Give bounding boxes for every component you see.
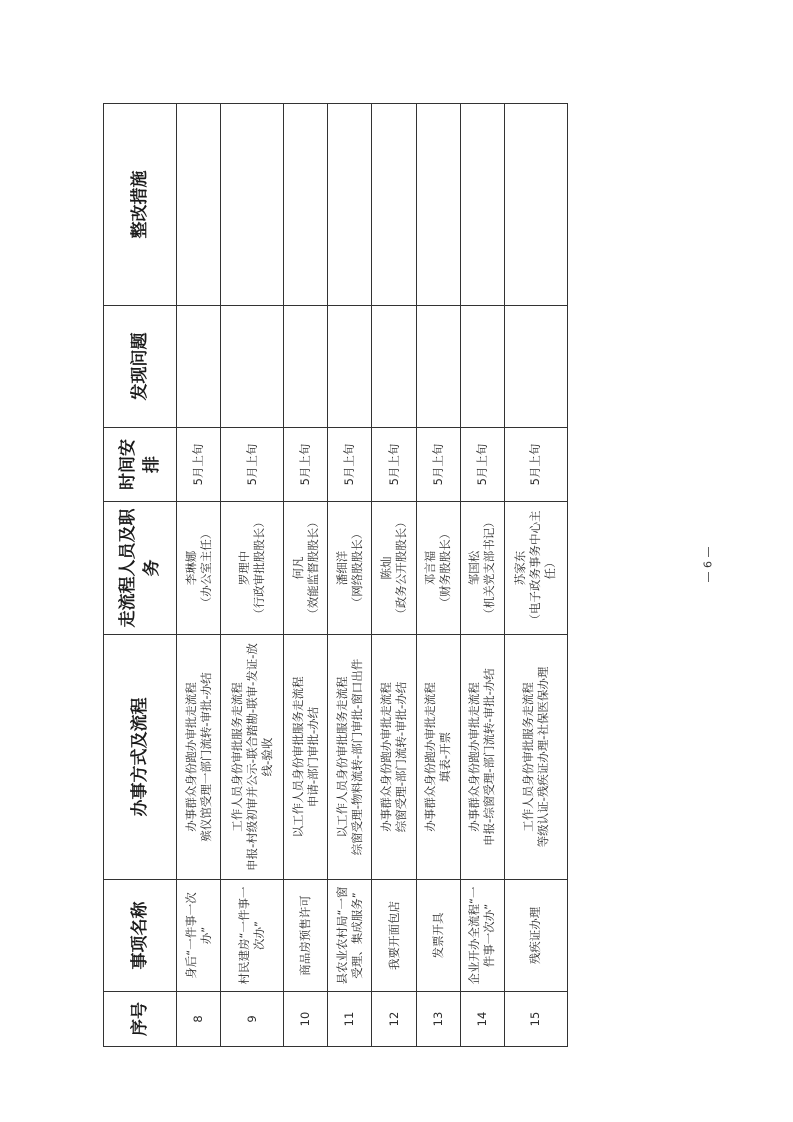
cell-person: [460, 502, 504, 635]
table-row: [416, 104, 460, 1047]
cell-person: [284, 502, 328, 635]
cell-time: 5月上旬: [372, 428, 416, 502]
cell-method: [328, 635, 372, 880]
cell-person: [372, 502, 416, 635]
header-time: 时间安排: [104, 428, 177, 502]
cell-person: [328, 502, 372, 635]
method-line: 办事群众身份跑办审批走流程: [183, 682, 198, 832]
person-title: （机关党支部书记）: [482, 516, 497, 620]
cell-method: [460, 635, 504, 880]
cell-seq: 13: [416, 992, 460, 1047]
cell-method: [221, 635, 284, 880]
method-line: 办事群众身份跑办审批走流程: [379, 682, 394, 832]
cell-fix: [221, 104, 284, 306]
person-name: 罗理中: [237, 550, 252, 586]
cell-name: 残疾证办理: [504, 880, 567, 992]
person-name: 李琳娜: [183, 550, 198, 586]
person-name: 潘细洋: [334, 550, 349, 586]
cell-name: 商品房预售许可: [284, 880, 328, 992]
cell-name: 村民建房“一件事一次办”: [221, 880, 284, 992]
page-number: [700, 530, 716, 600]
cell-seq: 12: [372, 992, 416, 1047]
method-line: 殡仪馆受理一部门流转-审批-办结: [198, 672, 213, 842]
cell-seq: 10: [284, 992, 328, 1047]
cell-issue: [284, 306, 328, 428]
cell-issue: [328, 306, 372, 428]
person-name: 邹国松: [467, 550, 482, 586]
cell-time: 5月上旬: [284, 428, 328, 502]
cell-method: [177, 635, 221, 880]
cell-fix: [372, 104, 416, 306]
table-row: [284, 104, 328, 1047]
cell-method: [372, 635, 416, 880]
header-issue: 发现问题: [104, 306, 177, 428]
cell-fix: [460, 104, 504, 306]
method-line: 综窗受理-部门流转-审批-办结: [394, 681, 409, 833]
cell-name: 企业开办全流程“一件事一次办”: [460, 880, 504, 992]
cell-issue: [372, 306, 416, 428]
person-name: 陈灿: [379, 556, 394, 580]
table-row: [221, 104, 284, 1047]
cell-method: [284, 635, 328, 880]
person-title: （效能监督股股长）: [305, 516, 320, 620]
person-title: （电子政务事务中心主任）: [528, 510, 558, 626]
header-person: 走流程人员及职务: [104, 502, 177, 635]
header-fix: 整改措施: [104, 104, 177, 306]
table-row: [177, 104, 221, 1047]
method-line: 综窗受理-物料流转-部门审批-窗口出件: [349, 658, 364, 856]
cell-seq: 8: [177, 992, 221, 1047]
method-line: 以工作人员身份审批服务走流程: [334, 676, 349, 838]
page-number-text: — 6 —: [701, 546, 715, 583]
cell-seq: 9: [221, 992, 284, 1047]
cell-fix: [416, 104, 460, 306]
person-title: （网络股股长）: [349, 527, 364, 609]
cell-person: [177, 502, 221, 635]
method-line: 工作人员身份审批服务走流程: [229, 682, 244, 832]
cell-person: [221, 502, 284, 635]
cell-fix: [284, 104, 328, 306]
method-line: 工作人员身份审批服务走流程: [520, 682, 535, 832]
person-name: 苏家东: [513, 550, 528, 586]
person-title: （行政审批股股长）: [252, 516, 267, 620]
table-header-row: [104, 104, 177, 1047]
cell-issue: [460, 306, 504, 428]
method-line: 申报-综窗受理-部门流转-审批-办结: [482, 668, 497, 846]
person-title: （政务公开股股长）: [394, 516, 409, 620]
cell-person: [504, 502, 567, 635]
cell-time: 5月上旬: [416, 428, 460, 502]
method-line: 申请-部门审批-办结: [305, 706, 320, 808]
cell-issue: [221, 306, 284, 428]
method-line: 等级认证-残疾证办理-社保医保办理: [535, 666, 550, 848]
cell-issue: [504, 306, 567, 428]
cell-issue: [416, 306, 460, 428]
cell-fix: [177, 104, 221, 306]
cell-issue: [177, 306, 221, 428]
cell-method: [416, 635, 460, 880]
table-row: [504, 104, 567, 1047]
cell-fix: [328, 104, 372, 306]
cell-time: 5月上旬: [504, 428, 567, 502]
cell-name: 县农业农村局“一窗受理、集成服务”: [328, 880, 372, 992]
rectification-table: [103, 103, 568, 1047]
method-line: 办事群众身份跑办审批走流程: [423, 682, 438, 832]
person-title: （财务股股长）: [438, 527, 453, 609]
method-line: 办事群众身份跑办审批走流程: [467, 682, 482, 832]
header-seq: 序号: [104, 992, 177, 1047]
cell-method: [504, 635, 567, 880]
cell-fix: [504, 104, 567, 306]
cell-name: 身后“一件事一次办”: [177, 880, 221, 992]
rotated-table-wrapper: [103, 104, 568, 1047]
cell-seq: 15: [504, 992, 567, 1047]
header-method: 办事方式及流程: [104, 635, 177, 880]
cell-seq: 14: [460, 992, 504, 1047]
cell-name: 发票开具: [416, 880, 460, 992]
table-row: [372, 104, 416, 1047]
method-line: 填表-开票: [438, 731, 453, 783]
cell-time: 5月上旬: [328, 428, 372, 502]
cell-name: 我要开面包店: [372, 880, 416, 992]
cell-person: [416, 502, 460, 635]
header-name: 事项名称: [104, 880, 177, 992]
cell-time: 5月上旬: [221, 428, 284, 502]
table-row: [460, 104, 504, 1047]
method-line: 以工作人员身份审批服务走流程: [290, 676, 305, 838]
cell-seq: 11: [328, 992, 372, 1047]
person-name: 何凡: [290, 556, 305, 580]
person-title: （办公室主任）: [198, 527, 213, 609]
cell-time: 5月上旬: [460, 428, 504, 502]
person-name: 邓言福: [423, 550, 438, 586]
table-row: [328, 104, 372, 1047]
method-line: 申报-村级初审并公示-联合踏勘-联审-发证-放线-验收: [244, 643, 274, 871]
cell-time: 5月上旬: [177, 428, 221, 502]
